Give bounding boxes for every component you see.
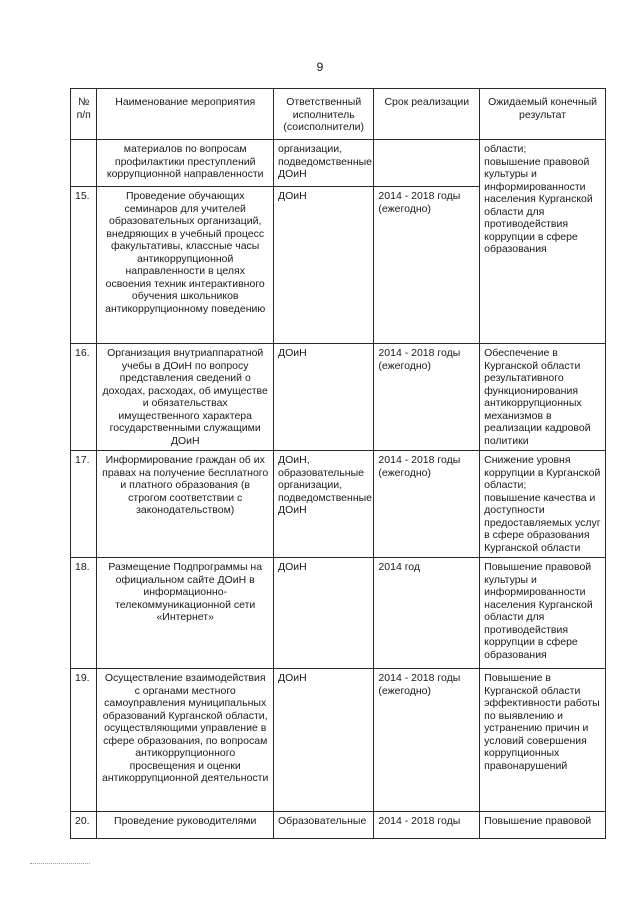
row-name: Осуществление взаимодействия с органами местного самоуправления муниципальных образований Курганской области, осуществляющими управление в сфере образования, по вопросам антикоррупционного просвещения и оценки антикоррупционной деятельности <box>97 669 274 812</box>
row-result: Повышение правовой культуры и информированности населения Курганской области для противодействия коррупции в сфере образования <box>480 558 606 669</box>
row-responsible: ДОиН <box>273 558 373 669</box>
row-result: Обеспечение в Курганской области результативного функционирования антикоррупционных механизмов в реализации кадровой политики <box>480 344 606 451</box>
header-num: № п/п <box>71 89 97 140</box>
row-responsible: ДОиН <box>273 344 373 451</box>
row-num <box>71 140 97 187</box>
row-term: 2014 год <box>374 558 480 669</box>
row-responsible: организации, подведомственные ДОиН <box>273 140 373 187</box>
header-responsible: Ответственный исполнитель (соисполнители) <box>273 89 373 140</box>
row-term: 2014 - 2018 годы <box>374 812 480 839</box>
row-result: области; повышение правовой культуры и информированности населения Курганской области для противодействия коррупции в сфере образования <box>480 140 606 344</box>
row-num: 16. <box>71 344 97 451</box>
row-responsible: Образовательные <box>273 812 373 839</box>
header-result: Ожидаемый конечный результат <box>480 89 606 140</box>
table-row <box>71 558 606 669</box>
row-name: Информирование граждан об их правах на получение бесплатного и платного образования (в строгом соответствии с законодательством) <box>97 451 274 558</box>
scan-mark <box>30 863 90 865</box>
row-term: 2014 - 2018 годы (ежегодно) <box>374 669 480 812</box>
row-term: 2014 - 2018 годы (ежегодно) <box>374 187 480 344</box>
header-term: Срок реализации <box>374 89 480 140</box>
measures-table <box>70 88 606 839</box>
row-num: 19. <box>71 669 97 812</box>
row-term: 2014 - 2018 годы (ежегодно) <box>374 451 480 558</box>
row-result: Снижение уровня коррупции в Курганской области; повышение качества и доступности предоставляемых услуг в сфере образования Курганской области <box>480 451 606 558</box>
row-name: материалов по вопросам профилактики преступлений коррупционной направленности <box>97 140 274 187</box>
row-responsible: ДОиН <box>273 187 373 344</box>
row-term <box>374 140 480 187</box>
header-name: Наименование мероприятия <box>97 89 274 140</box>
row-name: Организация внутриаппаратной учебы в ДОиН по вопросу представления сведений о доходах, расходах, об имуществе и обязательствах имущественного характера государственными служащими ДОиН <box>97 344 274 451</box>
table-row <box>71 140 606 187</box>
row-result: Повышение правовой <box>480 812 606 839</box>
row-name: Проведение руководителями <box>97 812 274 839</box>
row-responsible: ДОиН, образовательные организации, подведомственные ДОиН <box>273 451 373 558</box>
row-name: Проведение обучающих семинаров для учителей образовательных организаций, внедряющих в учебный процесс факультативы, классные часы антикоррупционной направленности в целях освоения техник интерактивного обучения школьников антикоррупционному поведению <box>97 187 274 344</box>
row-num: 17. <box>71 451 97 558</box>
table-row <box>71 812 606 839</box>
table-header-row <box>71 89 606 140</box>
row-num: 20. <box>71 812 97 839</box>
page-number: 9 <box>316 60 324 74</box>
row-responsible: ДОиН <box>273 669 373 812</box>
row-num: 18. <box>71 558 97 669</box>
row-term: 2014 - 2018 годы (ежегодно) <box>374 344 480 451</box>
table-row <box>71 451 606 558</box>
table-row <box>71 344 606 451</box>
table-row <box>71 669 606 812</box>
row-result: Повышение в Курганской области эффективности работы по выявлению и устранению причин и условий совершения коррупционных правонарушений <box>480 669 606 812</box>
row-name: Размещение Подпрограммы на официальном сайте ДОиН в информационно-телекоммуникационной сети «Интернет» <box>97 558 274 669</box>
row-num: 15. <box>71 187 97 344</box>
